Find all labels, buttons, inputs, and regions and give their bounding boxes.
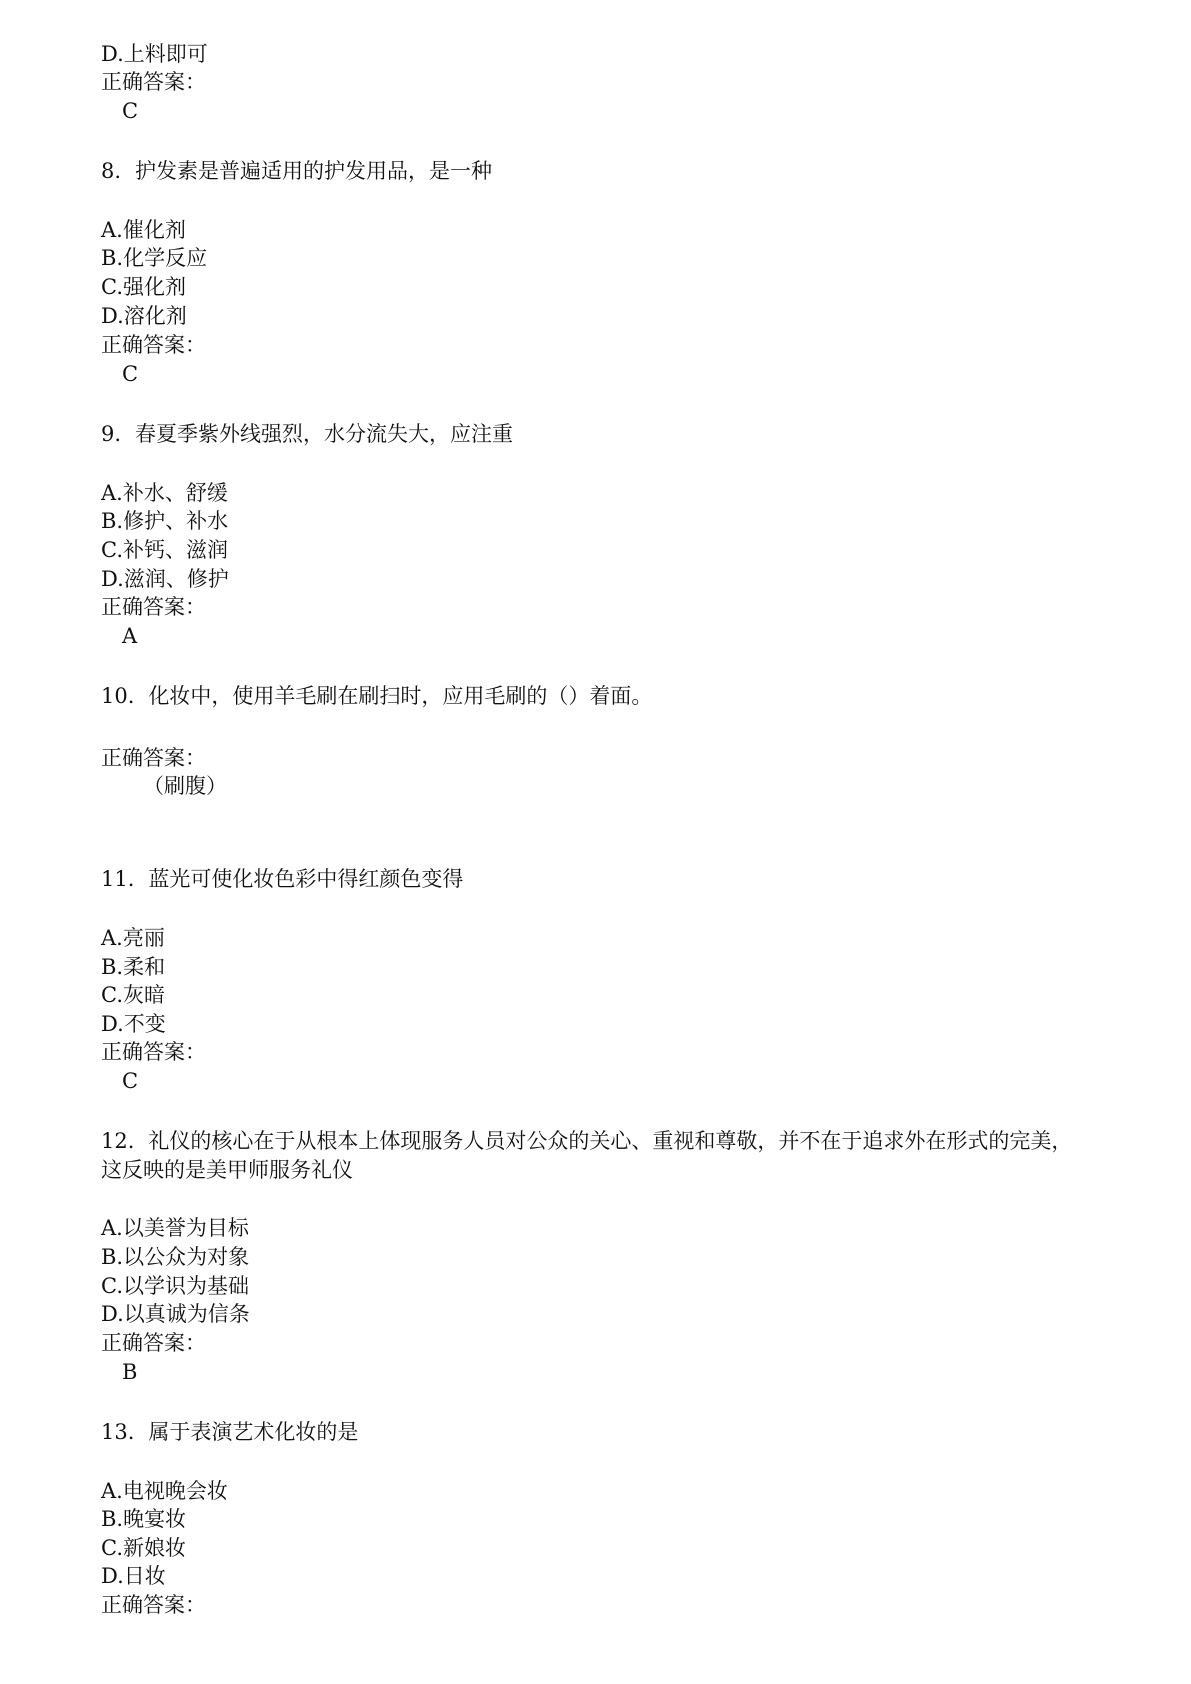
answer-value: B xyxy=(122,1360,138,1384)
question-number: 9. xyxy=(101,422,122,446)
option-item: D.上料即可 xyxy=(101,42,208,66)
answer-label: 正确答案： xyxy=(101,70,206,94)
answer-value: A xyxy=(122,624,138,648)
question-text: 化妆中，使用羊毛刷在刷扫时，应用毛刷的（）着面。 xyxy=(148,684,653,708)
question-10 xyxy=(101,682,652,710)
option-item: A.补水、舒缓 xyxy=(101,481,228,505)
answer-value: C xyxy=(122,99,139,123)
question-8 xyxy=(101,157,492,185)
option-item: C.强化剂 xyxy=(101,275,186,299)
question-number: 12. xyxy=(101,1129,135,1153)
option-item: A.以美誉为目标 xyxy=(101,1216,249,1240)
option-item: C.以学识为基础 xyxy=(101,1274,249,1298)
option-item: B.柔和 xyxy=(101,955,166,979)
question-13 xyxy=(101,1418,358,1446)
option-item: D.以真诚为信条 xyxy=(101,1302,250,1326)
question-number: 8. xyxy=(101,159,122,183)
answer-label: 正确答案： xyxy=(101,1040,206,1064)
question-11 xyxy=(101,865,463,893)
question-text: 礼仪的核心在于从根本上体现服务人员对公众的关心、重视和尊敬，并不在于追求外在形式的完美， xyxy=(148,1129,1073,1153)
answer-label: 正确答案： xyxy=(101,333,206,357)
question-text: 护发素是普遍适用的护发用品，是一种 xyxy=(135,159,493,183)
answer-value: C xyxy=(122,362,139,386)
question-text: 蓝光可使化妆色彩中得红颜色变得 xyxy=(148,867,464,891)
answer-value: C xyxy=(122,1069,139,1093)
option-item: B.化学反应 xyxy=(101,246,208,270)
option-item: D.滋润、修护 xyxy=(101,567,229,591)
option-item: D.日妆 xyxy=(101,1564,166,1588)
option-item: A.电视晚会妆 xyxy=(101,1479,228,1503)
question-number: 13. xyxy=(101,1420,135,1444)
question-9 xyxy=(101,420,513,448)
question-text: 属于表演艺术化妆的是 xyxy=(148,1420,359,1444)
question-12 xyxy=(101,1127,1072,1155)
option-item: D.不变 xyxy=(101,1012,166,1036)
question-text-continued: 这反映的是美甲师服务礼仪 xyxy=(101,1158,353,1182)
answer-label: 正确答案： xyxy=(101,1331,206,1355)
option-item: C.补钙、滋润 xyxy=(101,538,228,562)
option-item: B.以公众为对象 xyxy=(101,1245,250,1269)
option-item: A.催化剂 xyxy=(101,218,186,242)
option-item: C.灰暗 xyxy=(101,983,165,1007)
option-item: D.溶化剂 xyxy=(101,304,187,328)
option-item: C.新娘妆 xyxy=(101,1536,186,1560)
question-text: 春夏季紫外线强烈，水分流失大，应注重 xyxy=(135,422,514,446)
question-number: 10. xyxy=(101,684,135,708)
option-item: B.修护、补水 xyxy=(101,509,229,533)
answer-label: 正确答案： xyxy=(101,1593,206,1617)
question-number: 11. xyxy=(101,867,135,891)
answer-label: 正确答案： xyxy=(101,595,206,619)
option-item: A.亮丽 xyxy=(101,926,165,950)
answer-value: （刷腹） xyxy=(143,774,227,798)
option-item: B.晚宴妆 xyxy=(101,1507,187,1531)
answer-label: 正确答案： xyxy=(101,746,206,770)
